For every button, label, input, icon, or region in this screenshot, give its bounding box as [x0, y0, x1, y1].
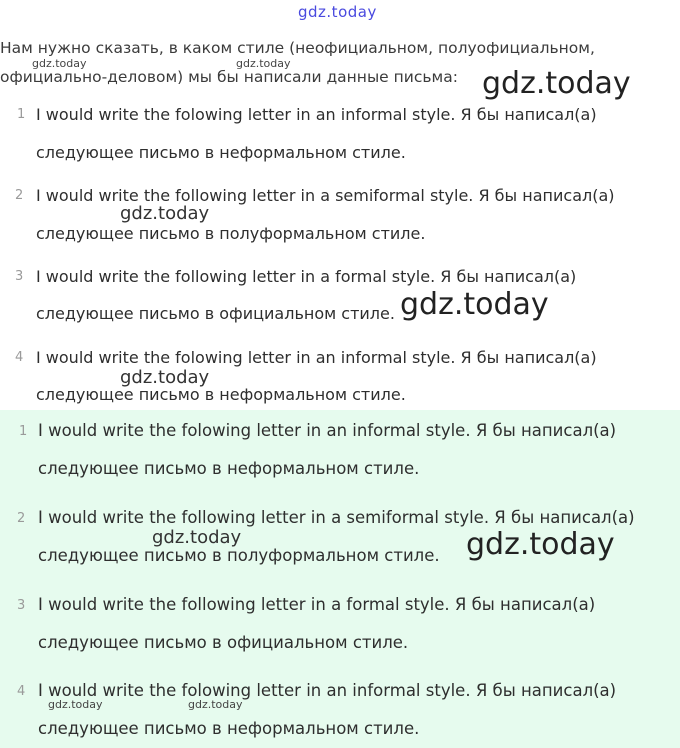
watermark-medium: gdz.today — [120, 367, 210, 388]
item-number: 4 — [15, 350, 24, 365]
item-line: I would write the following letter in a semiformal style. Я бы написал(а) — [38, 508, 635, 527]
item-line: следующее письмо в полуформальном стиле. — [36, 224, 426, 243]
watermark-small: gdz.today — [32, 57, 87, 70]
item-line: I would write the following letter in a semiformal style. Я бы написал(а) — [36, 186, 615, 205]
item-line: I would write the following letter in a formal style. Я бы написал(а) — [36, 267, 577, 286]
watermark-medium: gdz.today — [120, 203, 210, 224]
item-number: 4 — [17, 684, 26, 699]
item-line: следующее письмо в официальном стиле. — [36, 304, 395, 323]
item-line: I would write the folowing letter in an informal style. Я бы написал(а) — [36, 348, 597, 367]
watermark-top: gdz.today — [298, 3, 377, 21]
watermark-medium: gdz.today — [152, 527, 242, 548]
item-line: следующее письмо в неформальном стиле. — [38, 719, 420, 738]
intro-text: Нам нужно сказать, в каком стиле (неофициальном, полуофициальном, официально-деловом) мы бы написали данные письма: — [0, 39, 595, 86]
watermark-small: gdz.today — [48, 698, 103, 711]
item-number: 1 — [17, 107, 26, 122]
item-line: следующее письмо в неформальном стиле. — [36, 385, 406, 404]
item-number: 2 — [15, 188, 24, 203]
item-number: 1 — [19, 424, 28, 439]
item-number: 2 — [17, 511, 26, 526]
item-number: 3 — [15, 269, 24, 284]
item-line: I would write the folowing letter in an informal style. Я бы написал(а) — [38, 421, 617, 440]
watermark-large: gdz.today — [400, 287, 549, 322]
item-line: следующее письмо в неформальном стиле. — [38, 459, 420, 478]
item-line: I would write the folowing letter in an informal style. Я бы написал(а) — [38, 681, 617, 700]
watermark-large: gdz.today — [466, 527, 615, 562]
item-line: следующее письмо в неформальном стиле. — [36, 143, 406, 162]
item-number: 3 — [17, 598, 26, 613]
watermark-large: gdz.today — [482, 66, 631, 101]
item-line: следующее письмо в официальном стиле. — [38, 633, 409, 652]
item-line: следующее письмо в полуформальном стиле. — [38, 546, 440, 565]
watermark-small: gdz.today — [236, 57, 291, 70]
watermark-small: gdz.today — [188, 698, 243, 711]
item-line: I would write the following letter in a formal style. Я бы написал(а) — [38, 595, 596, 614]
item-line: I would write the folowing letter in an informal style. Я бы написал(а) — [36, 105, 597, 124]
